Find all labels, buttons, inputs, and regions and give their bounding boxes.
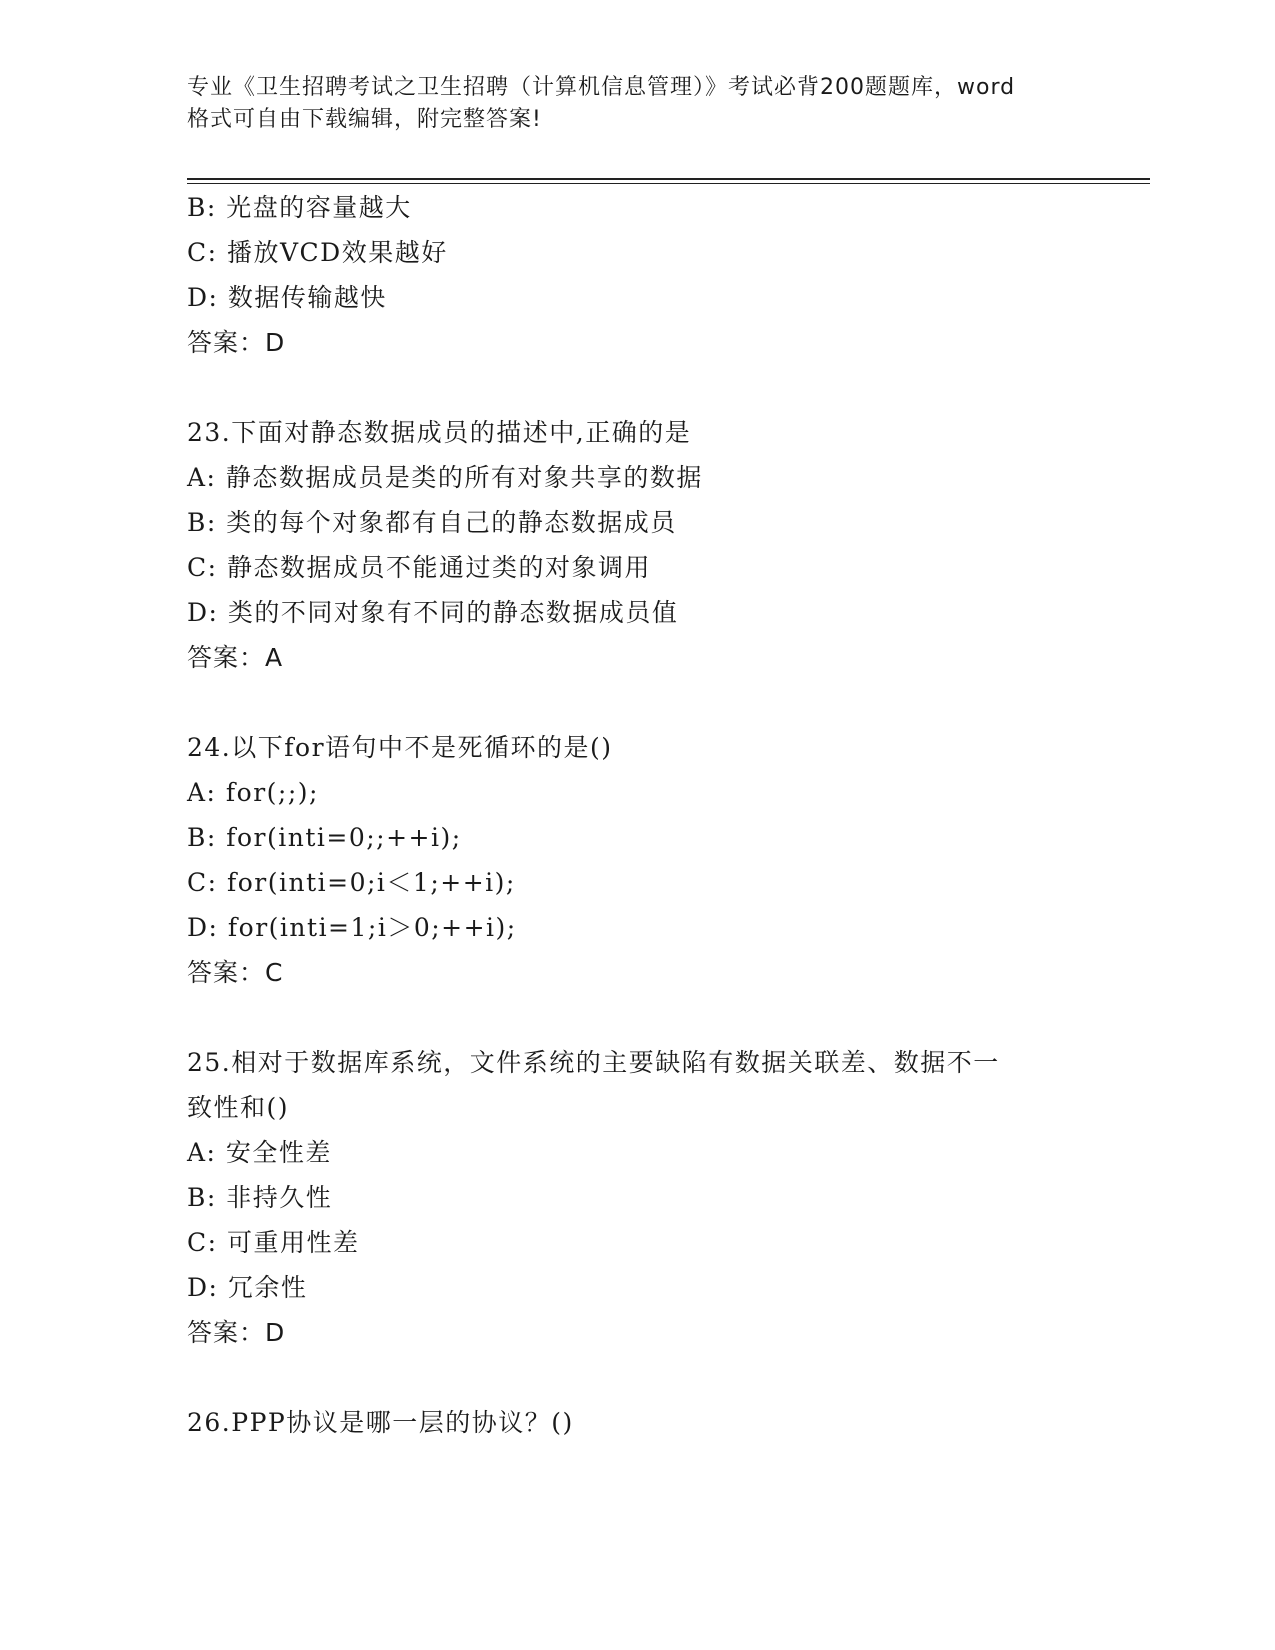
answer: 答案：D <box>187 1318 286 1347</box>
option-b: B: 光盘的容量越大 <box>187 193 412 222</box>
header-line-2: 格式可自由下载编辑，附完整答案! <box>187 107 542 132</box>
option-c: C: for(inti=0;i＜1;++i); <box>187 868 516 897</box>
question-24: 24.以下for语句中不是死循环的是() <box>187 733 613 762</box>
header-divider-thick <box>187 178 1150 180</box>
option-b: B: 非持久性 <box>187 1183 333 1212</box>
answer: 答案：A <box>187 643 284 672</box>
question-25-line-1: 25.相对于数据库系统，文件系统的主要缺陷有数据关联差、数据不一 <box>187 1048 1000 1077</box>
option-c: C: 播放VCD效果越好 <box>187 238 448 267</box>
option-b: B: for(inti=0;;++i); <box>187 823 462 852</box>
option-b: B: 类的每个对象都有自己的静态数据成员 <box>187 508 677 537</box>
question-26: 26.PPP协议是哪一层的协议？() <box>187 1408 574 1437</box>
answer: 答案：C <box>187 958 284 987</box>
question-23: 23.下面对静态数据成员的描述中,正确的是 <box>187 418 692 447</box>
option-d: D: for(inti=1;i＞0;++i); <box>187 913 517 942</box>
option-c: C: 静态数据成员不能通过类的对象调用 <box>187 553 651 582</box>
option-a: A: for(;;); <box>187 778 319 807</box>
option-d: D: 冗余性 <box>187 1273 308 1302</box>
option-c: C: 可重用性差 <box>187 1228 360 1257</box>
answer: 答案：D <box>187 328 286 357</box>
header-divider-thin <box>187 183 1150 184</box>
header-line-1: 专业《卫生招聘考试之卫生招聘（计算机信息管理）》考试必背200题题库，word <box>187 75 1016 100</box>
option-d: D: 类的不同对象有不同的静态数据成员值 <box>187 598 679 627</box>
option-d: D: 数据传输越快 <box>187 283 387 312</box>
question-25-line-2: 致性和() <box>187 1093 290 1122</box>
option-a: A: 安全性差 <box>187 1138 332 1167</box>
document-header <box>187 72 1087 136</box>
option-a: A: 静态数据成员是类的所有对象共享的数据 <box>187 463 703 492</box>
